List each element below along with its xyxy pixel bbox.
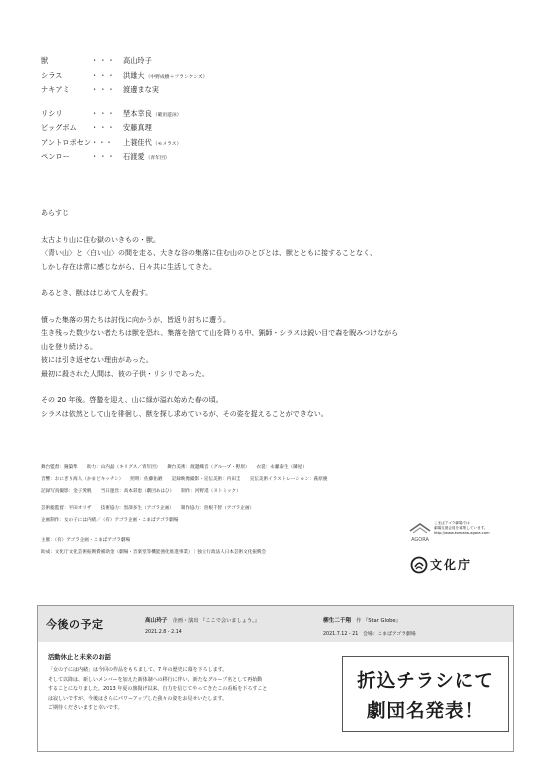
activity-line: ご期待くださいますと幸いです。 (48, 705, 123, 712)
activity-body (48, 666, 348, 714)
activity-title: 活動休止と未来のお話 (48, 654, 111, 661)
synopsis-paragraph (41, 394, 511, 421)
synopsis-line: 憤った集落の男たちは討伐に向かうが、皆返り討ちに遭う。 (41, 315, 230, 324)
synopsis-heading: あらすじ (41, 209, 69, 217)
credit-line: 芸術総監督：平田オリザ 技術協力：黒澤多生（アゴラ企画） 制作協力：曽根千智（アゴラ企画） (41, 505, 255, 511)
actor-name: 洪雄大 (123, 70, 145, 80)
cast-actor (123, 83, 159, 98)
cast-dots: ・・・ (91, 152, 116, 161)
upcoming-box (37, 605, 514, 752)
upcoming-event (323, 616, 416, 637)
cast-row (41, 54, 481, 69)
upcoming-title: 今後の予定 (46, 618, 104, 631)
cast-row (41, 136, 481, 151)
cast-role: アントロポセン・・・ (41, 137, 113, 147)
cast-dots: ・・・ (91, 85, 116, 94)
agora-notice (408, 521, 528, 545)
agora-line: 劇場支援会員を募集しています。 (434, 526, 488, 531)
cast-actor (123, 121, 152, 136)
upcoming-header (38, 606, 513, 642)
bunkacho-mark-icon (410, 556, 428, 574)
event-person: 高山玲子 (145, 618, 168, 624)
actor-name: 埜本幸良 (123, 108, 152, 118)
cast-row (41, 121, 481, 136)
synopsis-paragraph (41, 314, 511, 382)
insert-line: 劇団名発表！ (366, 701, 484, 722)
synopsis-line: あるとき、獣ははじめて人を殺す。 (41, 289, 153, 297)
cast-dots: ・・・ (91, 123, 116, 132)
synopsis-line: シラスは依然として山を徘徊し、獣を探し求めているが、その姿を捉えることができない。 (41, 409, 328, 418)
cast-dots: ・・・ (91, 70, 116, 80)
actor-name: 渡邊まな実 (123, 85, 159, 94)
activity-section (38, 642, 513, 751)
cast-row (41, 150, 481, 165)
actor-affiliation: （範宙遊泳） (152, 112, 182, 118)
cast-role: シラス (41, 70, 63, 80)
event-date: 2021.7.12 - 21 会場：こまばアゴラ劇場 (323, 632, 416, 637)
cast-list (41, 54, 481, 165)
actor-affiliation: （モメラス） (152, 141, 182, 147)
synopsis-line: 彼には引き返せない理由があった。 (41, 356, 153, 364)
staff-credits (41, 462, 471, 559)
cast-row (41, 69, 481, 84)
cast-actor (123, 150, 170, 167)
actor-name: 高山玲子 (123, 56, 152, 65)
actor-name: 石渡愛 (123, 152, 145, 161)
synopsis-line: 太古より山に住む獄のいきもの・獣。 (41, 235, 160, 244)
event-date: 2021.2.8 - 2.14 (145, 630, 182, 635)
activity-line: そして以降は、新しいメンバーを加えた新体制への移行に伴い、新たなグループ名として再始動 (48, 676, 263, 683)
actor-affiliation: （中野成樹＋フランケンズ） (145, 74, 208, 80)
synopsis-line: 山を登り続ける。 (41, 342, 97, 351)
credit-line: 助成：文化庁文化芸術振興費補助金（劇場・音楽堂等機能強化推進事業）｜独立行政法人日本芸術文化振興会 (41, 550, 267, 556)
upcoming-event (145, 616, 260, 635)
cast-role: 獣 (41, 56, 49, 65)
cast-role: ナキアミ (41, 85, 70, 94)
bunkacho-logo (410, 556, 510, 576)
actor-name: 上蓑佳代 (123, 137, 152, 147)
svg-text:AGORA: AGORA (411, 537, 429, 543)
actor-affiliation: （青年団） (145, 156, 170, 161)
credit-line: 企画制作：女の子には内緒／（有）アゴラ企画・こまばアゴラ劇場 (41, 517, 179, 523)
cast-row (41, 107, 481, 122)
synopsis-paragraph (41, 234, 511, 275)
agora-link[interactable]: http://www.komaba-agora.com (434, 531, 490, 536)
cast-role: ペンロー (41, 152, 70, 161)
agora-line: こまばアゴラ劇場では (434, 521, 470, 525)
insert-announcement (342, 656, 509, 732)
cast-dots: ・・・ (91, 56, 116, 65)
synopsis-line: 〈青い山〉と〈白い山〉の間を走る、大きな谷の集落に住む山のひとびとは、獣とともに接することなく、 (41, 249, 377, 257)
credit-line: 主催：（有）アゴラ企画・こまばアゴラ劇場 (41, 538, 131, 544)
actor-name: 安藤真理 (123, 123, 152, 132)
activity-line: することになりました。2013 年夏の旗揚げ以来、自力を信じてやってきたこの看板を下ろすこと (48, 686, 268, 693)
credit-line: 記録写真撮影：金子愛帆 当日運営：高本彩恵（劇団あはひ） 制作：河野遥（ヌトミック） (41, 489, 241, 495)
agora-logo-icon (408, 521, 432, 545)
activity-line: は寂しいですが、今後はさらにパワーアップした我々の姿をお見せいたします。 (48, 695, 228, 702)
bunkacho-text: 文化庁 (430, 558, 473, 572)
synopsis-line: 生き残った数少ない者たちは獣を恐れ、集落を捨てて山を降りる中、猟師・シラスは鋭い目で森を睨みつけながら (41, 329, 399, 337)
cast-role: ビッグボム (41, 123, 77, 132)
cast-dots: ・・・ (91, 108, 116, 118)
cast-row (41, 83, 481, 98)
synopsis-line: その 20 年後。啓蟄を迎え、山に緑が溢れ始めた春の頃。 (41, 396, 223, 404)
insert-line: 折込チラシにて (357, 671, 494, 692)
synopsis (41, 207, 511, 434)
event-desc: 作 『Star Globe』 (356, 618, 401, 624)
cast-role: リシリ (41, 108, 63, 118)
activity-line: 「女の子には内緒」は今回の作品をもちまして、7 年の歴史に幕を下ろします。 (48, 667, 228, 673)
cast-actor (123, 54, 152, 69)
synopsis-line: 最初に殺された人間は、彼の子供・リシリであった。 (41, 369, 209, 378)
credit-line: 舞台監督：鐘築隼 助力：山内晶（キリグス／青年団） 舞台美術：渡邊織音（グループ・野原） 衣裳：永瀬泰生（隣屋） (41, 465, 307, 470)
synopsis-paragraph (41, 287, 511, 301)
credit-line: 音響：おにぎり海人（かまどキッチン） 照明：佐藤佑磨 記録映像撮影・宣伝美術：内田圭 宣伝美術イラストレーション：萩原慶 (41, 477, 328, 483)
event-person: 柳生二千翔 (323, 618, 351, 624)
event-desc: 企画・演出 『ここで会いましょう。』 (172, 618, 260, 624)
synopsis-line: しかし存在は常に感じながら、日々共に生活してきた。 (41, 262, 216, 271)
